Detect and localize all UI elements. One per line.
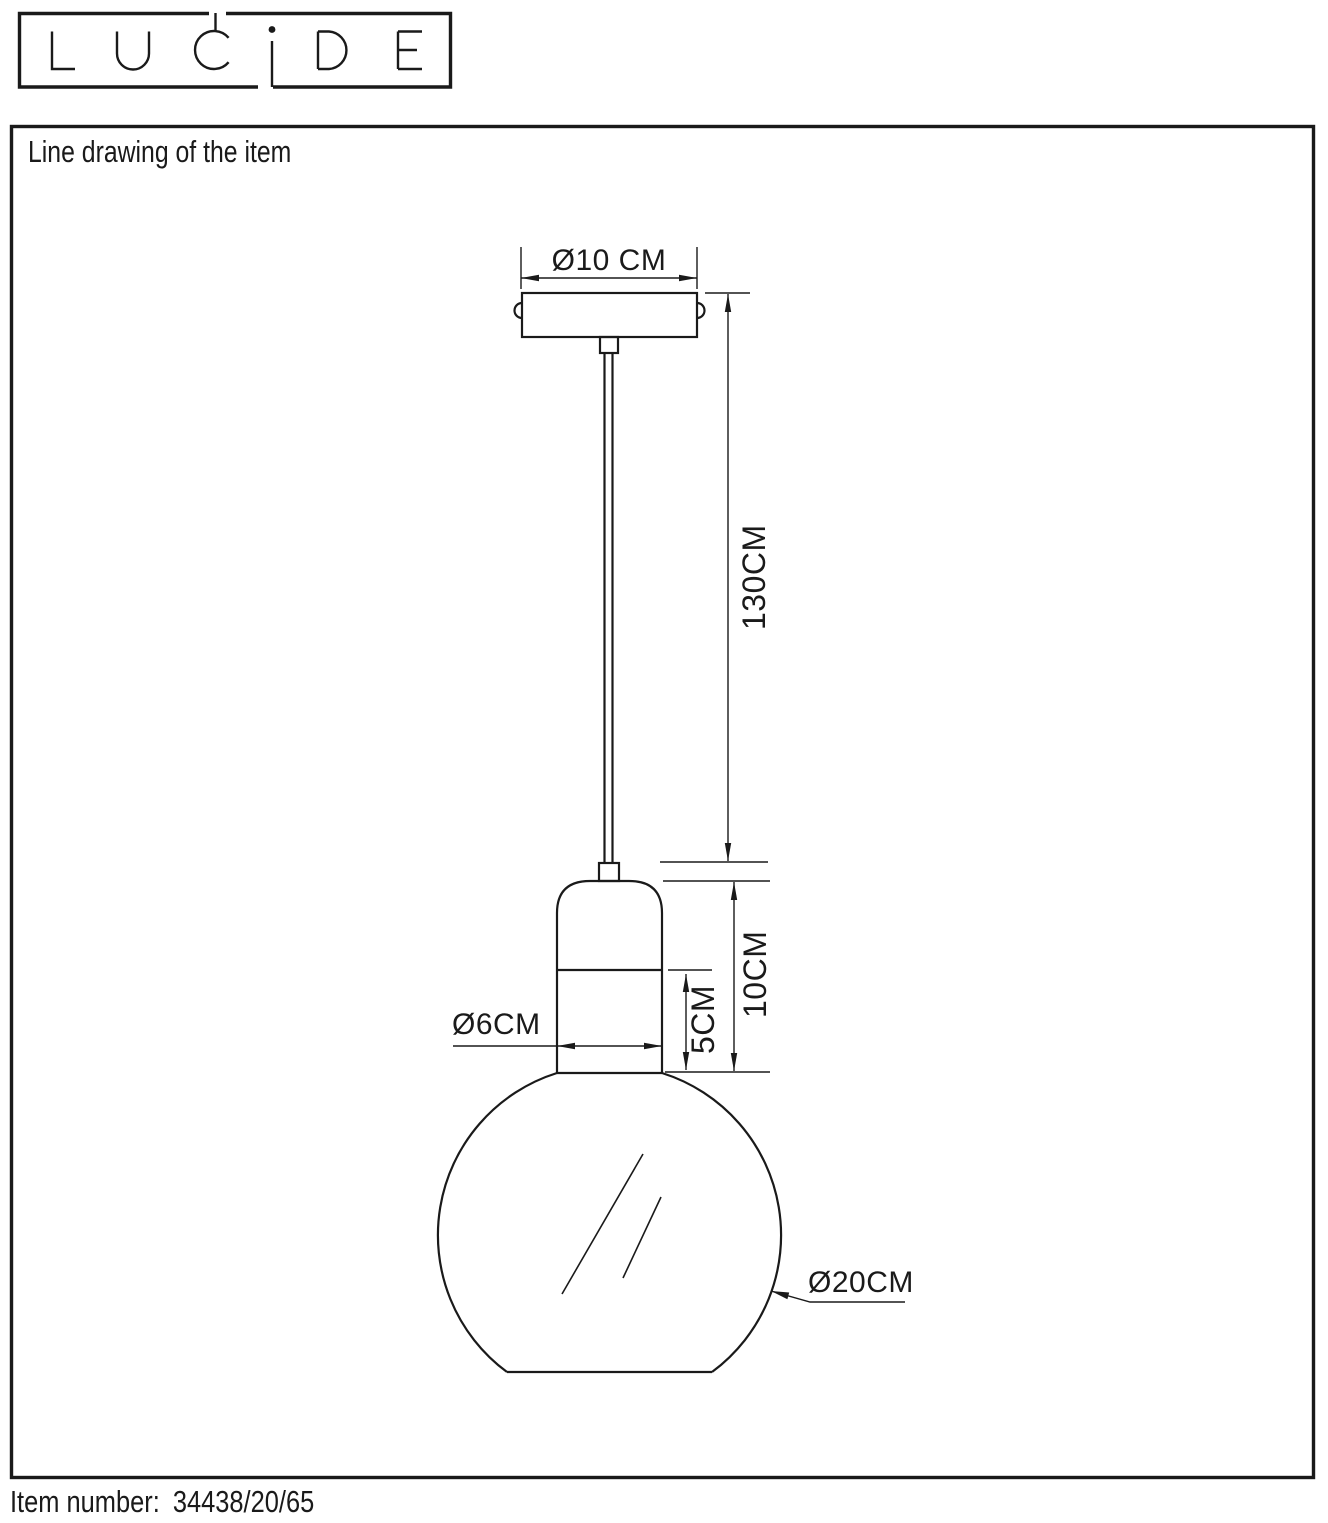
logo-letter-e [398, 32, 422, 70]
arrowhead-up [725, 294, 731, 312]
logo-frame-left [20, 14, 259, 88]
arrowhead-down [725, 843, 731, 861]
page-title: Line drawing of the item [28, 134, 292, 169]
canopy-body [522, 293, 697, 337]
logo-letter-i-dot [269, 26, 276, 33]
arrowhead-right [644, 1043, 662, 1049]
arrowhead-left [557, 1043, 575, 1049]
cable-connector [599, 863, 619, 881]
label-globe-diameter: Ø20CM [808, 1266, 914, 1299]
arrowhead-up [731, 882, 737, 900]
canopy-screw-right [697, 303, 705, 318]
label-cable-length: 130CM [736, 524, 772, 630]
logo-letter-d [318, 32, 346, 70]
label-socket-total-height: 10CM [737, 930, 773, 1018]
item-number-value: 34438/20/65 [172, 1484, 315, 1519]
globe-right-arc [662, 1073, 781, 1372]
ceiling-canopy [515, 293, 705, 353]
globe-reflection-long [562, 1154, 643, 1294]
pendant-drawing [438, 247, 905, 1372]
item-number-line [10, 1484, 314, 1520]
logo-letter-c [195, 31, 229, 69]
arrowhead [771, 1291, 789, 1299]
label-socket-lower-height: 5CM [685, 984, 721, 1054]
logo-letter-l [52, 32, 75, 70]
globe-left-arc [438, 1073, 557, 1372]
glass-globe [438, 1073, 781, 1372]
arrowhead-down [683, 1052, 689, 1070]
globe-reflection-short [623, 1197, 661, 1278]
item-number-label: Item number: [10, 1484, 160, 1519]
canopy-screw-left [515, 303, 522, 318]
label-socket-diameter: Ø6CM [452, 1008, 541, 1041]
suspension-cable [599, 353, 619, 881]
lucide-logo [20, 13, 451, 87]
logo-letter-u [117, 32, 149, 70]
canopy-strain-relief [600, 337, 618, 353]
content-frame [12, 127, 1314, 1478]
arrowhead-down [731, 1053, 737, 1071]
label-canopy-diameter: Ø10 CM [551, 244, 667, 277]
